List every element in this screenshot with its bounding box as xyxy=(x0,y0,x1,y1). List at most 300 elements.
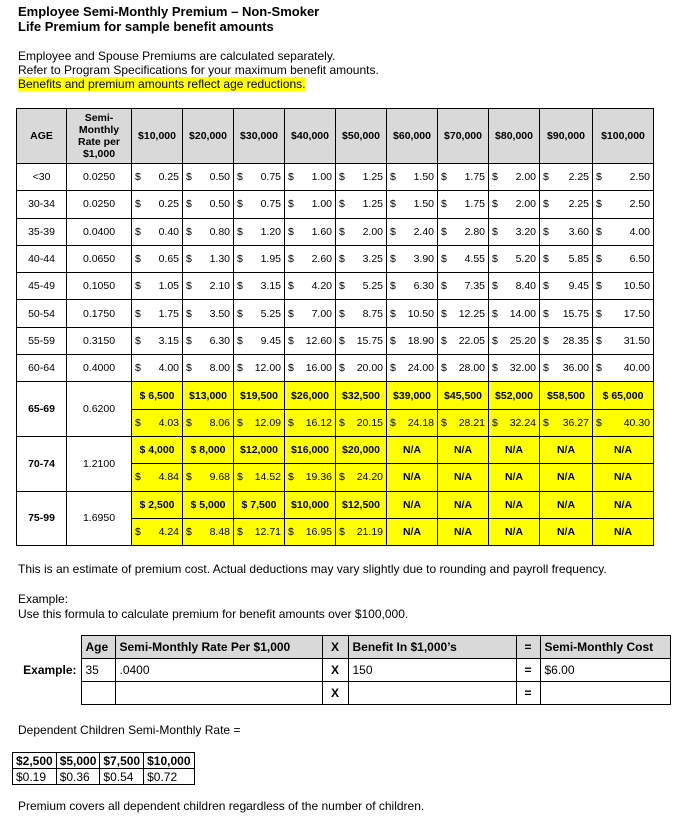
rate-cell: 0.0250 xyxy=(67,164,132,191)
age-cell: 50-54 xyxy=(17,300,67,327)
benefit-cell: N/A xyxy=(489,491,540,518)
dollar-sign: $ xyxy=(596,225,602,238)
premium-table xyxy=(16,108,654,546)
premium-amount: 2.80 xyxy=(464,225,485,238)
benefit-cell: $45,500 xyxy=(438,382,489,409)
formula-equals-header: = xyxy=(516,636,540,659)
benefit-cell: $58,500 xyxy=(540,382,593,409)
dollar-sign: $ xyxy=(543,198,549,211)
premium-cell xyxy=(540,164,593,191)
document-title xyxy=(18,4,319,34)
rate-cell: 0.1050 xyxy=(67,273,132,300)
column-header: $100,000 xyxy=(593,109,654,164)
premium-cell xyxy=(387,273,438,300)
dollar-sign: $ xyxy=(237,171,243,184)
rate-cell: 0.6200 xyxy=(67,382,132,437)
premium-amount: 8.75 xyxy=(362,307,383,320)
benefit-cell: $16,000 xyxy=(285,436,336,463)
premium-cell xyxy=(183,218,234,245)
premium-cell xyxy=(438,273,489,300)
premium-cell xyxy=(336,327,387,354)
premium-cell xyxy=(132,300,183,327)
dollar-sign: $ xyxy=(339,307,345,320)
premium-cell xyxy=(183,518,234,545)
formula-blank-benefit xyxy=(348,682,516,705)
dollar-sign: $ xyxy=(135,526,141,538)
premium-amount: 17.50 xyxy=(623,307,650,320)
dollar-sign: $ xyxy=(596,307,602,320)
dollar-sign: $ xyxy=(135,225,141,238)
dollar-sign: $ xyxy=(339,225,345,238)
premium-cell xyxy=(132,191,183,218)
dollar-sign: $ xyxy=(339,471,345,484)
premium-cell xyxy=(336,355,387,382)
premium-amount: 2.00 xyxy=(515,198,536,211)
dollar-sign: $ xyxy=(237,471,243,484)
premium-cell xyxy=(540,355,593,382)
dollar-sign: $ xyxy=(186,225,192,238)
dollar-sign: $ xyxy=(237,334,243,347)
premium-cell xyxy=(285,218,336,245)
premium-amount: 2.60 xyxy=(311,253,332,266)
age-cell: 30-34 xyxy=(17,191,67,218)
premium-amount: 16.00 xyxy=(305,362,332,375)
dollar-sign: $ xyxy=(237,225,243,238)
premium-amount: 21.19 xyxy=(356,526,383,538)
premium-cell xyxy=(540,273,593,300)
rate-cell: 0.3150 xyxy=(67,327,132,354)
premium-amount: 2.10 xyxy=(209,280,230,293)
premium-amount: 12.09 xyxy=(254,416,281,429)
benefit-cell: $13,000 xyxy=(183,382,234,409)
premium-amount: 0.25 xyxy=(158,171,179,184)
premium-cell xyxy=(285,464,336,491)
premium-amount: 2.25 xyxy=(568,198,589,211)
premium-cell: N/A xyxy=(593,518,654,545)
premium-cell xyxy=(593,327,654,354)
premium-cell xyxy=(540,191,593,218)
age-cell: 40-44 xyxy=(17,245,67,272)
dollar-sign: $ xyxy=(237,362,243,375)
dollar-sign: $ xyxy=(441,198,447,211)
dependent-benefit-row xyxy=(13,753,195,769)
dollar-sign: $ xyxy=(237,253,243,266)
premium-amount: 1.20 xyxy=(260,225,281,238)
premium-cell xyxy=(336,409,387,436)
premium-amount: 6.30 xyxy=(413,280,434,293)
table-row xyxy=(17,300,654,327)
column-header: $40,000 xyxy=(285,109,336,164)
premium-cell xyxy=(234,327,285,354)
premium-cell xyxy=(489,300,540,327)
dollar-sign: $ xyxy=(288,307,294,320)
premium-amount: 4.03 xyxy=(158,416,179,429)
premium-cell: N/A xyxy=(489,518,540,545)
premium-cell xyxy=(234,518,285,545)
premium-amount: 15.75 xyxy=(356,334,383,347)
premium-cell xyxy=(593,409,654,436)
premium-cell xyxy=(285,355,336,382)
benefit-cell: N/A xyxy=(593,491,654,518)
dollar-sign: $ xyxy=(186,471,192,484)
age-cell: 70-74 xyxy=(17,436,67,491)
example-text: Use this formula to calculate premium for benefit amounts over $100,000. xyxy=(18,607,409,621)
dollar-sign: $ xyxy=(390,334,396,347)
premium-cell xyxy=(336,245,387,272)
premium-amount: 0.50 xyxy=(209,171,230,184)
premium-amount: 18.90 xyxy=(407,334,434,347)
column-header: AGE xyxy=(17,109,67,164)
premium-amount: 25.20 xyxy=(509,334,536,347)
dollar-sign: $ xyxy=(288,280,294,293)
formula-table xyxy=(18,635,671,705)
premium-cell xyxy=(285,300,336,327)
benefit-cell: $39,000 xyxy=(387,382,438,409)
age-cell: 45-49 xyxy=(17,273,67,300)
benefit-cell: $ 8,000 xyxy=(183,436,234,463)
premium-cell xyxy=(183,300,234,327)
intro-line-1: Employee and Spouse Premiums are calculated separately. xyxy=(18,49,336,63)
premium-amount: 19.36 xyxy=(305,471,332,484)
column-header: $70,000 xyxy=(438,109,489,164)
formula-equals-sign: = xyxy=(516,659,540,682)
benefit-cell: N/A xyxy=(593,436,654,463)
premium-amount: 4.20 xyxy=(311,280,332,293)
premium-amount: 9.45 xyxy=(260,334,281,347)
premium-cell: N/A xyxy=(387,464,438,491)
dollar-sign: $ xyxy=(339,198,345,211)
premium-cell xyxy=(234,164,285,191)
premium-cell xyxy=(387,191,438,218)
title-line-2: Life Premium for sample benefit amounts xyxy=(18,19,274,34)
premium-cell xyxy=(438,327,489,354)
premium-cell xyxy=(489,409,540,436)
dollar-sign: $ xyxy=(186,253,192,266)
premium-cell xyxy=(438,409,489,436)
premium-cell: N/A xyxy=(540,518,593,545)
dollar-sign: $ xyxy=(543,307,549,320)
benefit-cell: N/A xyxy=(540,436,593,463)
dollar-sign: $ xyxy=(390,362,396,375)
intro-highlight: Benefits and premium amounts reflect age reductions. xyxy=(18,77,306,91)
reduced-benefit-row xyxy=(17,382,654,409)
premium-cell xyxy=(183,273,234,300)
premium-amount: 15.75 xyxy=(562,307,589,320)
premium-cell xyxy=(183,327,234,354)
dollar-sign: $ xyxy=(596,280,602,293)
formula-blank-row xyxy=(18,682,670,705)
premium-cell xyxy=(540,409,593,436)
premium-cell xyxy=(438,245,489,272)
formula-blank-equals: = xyxy=(516,682,540,705)
premium-amount: 2.00 xyxy=(362,225,383,238)
formula-multiply-sign: X xyxy=(322,659,348,682)
premium-amount: 3.15 xyxy=(158,334,179,347)
premium-amount: 7.35 xyxy=(464,280,485,293)
dollar-sign: $ xyxy=(288,225,294,238)
dollar-sign: $ xyxy=(596,253,602,266)
premium-cell xyxy=(438,164,489,191)
premium-cell xyxy=(183,191,234,218)
age-cell: 65-69 xyxy=(17,382,67,437)
formula-multiply-header: X xyxy=(322,636,348,659)
dollar-sign: $ xyxy=(135,171,141,184)
dollar-sign: $ xyxy=(543,253,549,266)
premium-cell xyxy=(336,218,387,245)
premium-cell xyxy=(438,300,489,327)
premium-amount: 5.85 xyxy=(568,253,589,266)
premium-cell xyxy=(540,327,593,354)
benefit-cell: $10,000 xyxy=(285,491,336,518)
premium-cell xyxy=(132,518,183,545)
premium-cell xyxy=(387,164,438,191)
premium-amount: 0.75 xyxy=(260,198,281,211)
premium-cell xyxy=(234,464,285,491)
dollar-sign: $ xyxy=(543,416,549,429)
premium-cell xyxy=(387,300,438,327)
dollar-sign: $ xyxy=(288,416,294,429)
premium-cell xyxy=(438,355,489,382)
dependent-rate-cell: $0.54 xyxy=(100,769,144,785)
premium-cell: N/A xyxy=(438,518,489,545)
dollar-sign: $ xyxy=(186,334,192,347)
dependent-benefit-cell: $7,500 xyxy=(100,753,144,769)
rate-cell: 0.0650 xyxy=(67,245,132,272)
premium-cell xyxy=(183,464,234,491)
premium-cell xyxy=(489,327,540,354)
dependent-benefit-cell: $5,000 xyxy=(56,753,100,769)
dollar-sign: $ xyxy=(339,416,345,429)
dollar-sign: $ xyxy=(596,362,602,375)
table-row xyxy=(17,191,654,218)
table-row xyxy=(17,245,654,272)
premium-amount: 2.00 xyxy=(515,171,536,184)
premium-amount: 0.40 xyxy=(158,225,179,238)
benefit-cell: $ 4,000 xyxy=(132,436,183,463)
premium-cell xyxy=(336,191,387,218)
premium-amount: 6.50 xyxy=(629,253,650,266)
premium-amount: 12.71 xyxy=(254,526,281,538)
premium-amount: 16.12 xyxy=(305,416,332,429)
dollar-sign: $ xyxy=(492,198,498,211)
table-row xyxy=(17,327,654,354)
premium-amount: 1.95 xyxy=(260,253,281,266)
dollar-sign: $ xyxy=(237,198,243,211)
dollar-sign: $ xyxy=(339,280,345,293)
premium-cell xyxy=(183,164,234,191)
dependent-benefit-cell: $10,000 xyxy=(144,753,194,769)
benefit-cell: $ 7,500 xyxy=(234,491,285,518)
premium-amount: 40.00 xyxy=(623,362,650,375)
premium-amount: 31.50 xyxy=(623,334,650,347)
premium-amount: 1.75 xyxy=(464,171,485,184)
premium-amount: 0.50 xyxy=(209,198,230,211)
premium-amount: 1.00 xyxy=(311,198,332,211)
premium-cell xyxy=(183,355,234,382)
premium-amount: 4.00 xyxy=(629,225,650,238)
dollar-sign: $ xyxy=(492,253,498,266)
premium-amount: 3.15 xyxy=(260,280,281,293)
premium-cell xyxy=(540,218,593,245)
dollar-sign: $ xyxy=(339,362,345,375)
premium-amount: 20.00 xyxy=(356,362,383,375)
premium-amount: 4.24 xyxy=(158,526,179,538)
premium-cell xyxy=(234,300,285,327)
premium-cell xyxy=(234,409,285,436)
premium-cell: N/A xyxy=(540,464,593,491)
premium-amount: 3.50 xyxy=(209,307,230,320)
benefit-cell: N/A xyxy=(438,491,489,518)
example-heading: Example: xyxy=(18,592,69,606)
benefit-cell: $ 2,500 xyxy=(132,491,183,518)
premium-amount: 1.25 xyxy=(362,171,383,184)
premium-amount: 4.00 xyxy=(158,362,179,375)
dependent-rate-cell: $0.36 xyxy=(56,769,100,785)
premium-amount: 8.06 xyxy=(209,416,230,429)
premium-amount: 28.00 xyxy=(458,362,485,375)
premium-cell xyxy=(285,518,336,545)
intro-text xyxy=(18,49,379,91)
column-header: $90,000 xyxy=(540,109,593,164)
premium-cell xyxy=(132,164,183,191)
dollar-sign: $ xyxy=(390,280,396,293)
formula-age-header: Age xyxy=(81,636,115,659)
premium-cell: N/A xyxy=(387,518,438,545)
dollar-sign: $ xyxy=(135,416,141,429)
dollar-sign: $ xyxy=(390,198,396,211)
rate-cell: 0.1750 xyxy=(67,300,132,327)
premium-cell xyxy=(593,245,654,272)
premium-amount: 4.55 xyxy=(464,253,485,266)
dollar-sign: $ xyxy=(492,307,498,320)
dollar-sign: $ xyxy=(135,307,141,320)
dollar-sign: $ xyxy=(596,416,602,429)
premium-amount: 8.00 xyxy=(209,362,230,375)
benefit-cell: $12,000 xyxy=(234,436,285,463)
premium-amount: 10.50 xyxy=(407,307,434,320)
premium-cell xyxy=(132,409,183,436)
dollar-sign: $ xyxy=(543,171,549,184)
premium-amount: 14.52 xyxy=(254,471,281,484)
premium-cell xyxy=(387,218,438,245)
dollar-sign: $ xyxy=(339,526,345,538)
premium-cell xyxy=(593,273,654,300)
coverage-note: Premium covers all dependent children regardless of the number of children. xyxy=(18,799,425,813)
premium-cell xyxy=(132,464,183,491)
premium-amount: 3.20 xyxy=(515,225,536,238)
premium-cell xyxy=(489,164,540,191)
premium-amount: 12.60 xyxy=(305,334,332,347)
premium-cell xyxy=(336,464,387,491)
premium-amount: 36.00 xyxy=(562,362,589,375)
premium-amount: 8.48 xyxy=(209,526,230,538)
dollar-sign: $ xyxy=(288,171,294,184)
dollar-sign: $ xyxy=(237,526,243,538)
premium-amount: 2.50 xyxy=(629,198,650,211)
premium-amount: 2.25 xyxy=(568,171,589,184)
formula-example-label: Example: xyxy=(23,663,77,677)
premium-amount: 0.80 xyxy=(209,225,230,238)
premium-cell xyxy=(234,218,285,245)
premium-cell xyxy=(593,191,654,218)
column-header: $50,000 xyxy=(336,109,387,164)
premium-amount: 16.95 xyxy=(305,526,332,538)
dollar-sign: $ xyxy=(390,253,396,266)
premium-cell xyxy=(132,245,183,272)
dollar-sign: $ xyxy=(237,280,243,293)
dollar-sign: $ xyxy=(543,225,549,238)
formula-cost-value: $6.00 xyxy=(540,659,670,682)
premium-amount: 40.30 xyxy=(623,416,650,429)
column-header: $80,000 xyxy=(489,109,540,164)
dollar-sign: $ xyxy=(441,416,447,429)
dollar-sign: $ xyxy=(492,416,498,429)
premium-cell xyxy=(285,191,336,218)
formula-rate-header: Semi-Monthly Rate Per $1,000 xyxy=(115,636,322,659)
premium-cell xyxy=(183,245,234,272)
formula-blank-age xyxy=(81,682,115,705)
premium-cell xyxy=(132,218,183,245)
premium-cell xyxy=(234,355,285,382)
benefit-cell: $ 5,000 xyxy=(183,491,234,518)
premium-amount: 14.00 xyxy=(509,307,536,320)
benefit-cell: $ 65,000 xyxy=(593,382,654,409)
premium-amount: 3.60 xyxy=(568,225,589,238)
dollar-sign: $ xyxy=(186,171,192,184)
premium-amount: 28.35 xyxy=(562,334,589,347)
dollar-sign: $ xyxy=(288,362,294,375)
column-header: $20,000 xyxy=(183,109,234,164)
dollar-sign: $ xyxy=(492,280,498,293)
dollar-sign: $ xyxy=(390,225,396,238)
dependent-rate-row xyxy=(13,769,195,785)
premium-cell xyxy=(285,273,336,300)
premium-cell xyxy=(540,300,593,327)
premium-amount: 36.27 xyxy=(562,416,589,429)
premium-amount: 0.65 xyxy=(158,253,179,266)
premium-cell xyxy=(489,355,540,382)
formula-blank-multiply: X xyxy=(322,682,348,705)
dollar-sign: $ xyxy=(339,253,345,266)
premium-amount: 12.00 xyxy=(254,362,281,375)
dollar-sign: $ xyxy=(390,171,396,184)
dependent-label: Dependent Children Semi-Monthly Rate = xyxy=(18,723,241,737)
premium-amount: 0.75 xyxy=(260,171,281,184)
premium-cell: N/A xyxy=(438,464,489,491)
dollar-sign: $ xyxy=(492,225,498,238)
benefit-cell: N/A xyxy=(489,436,540,463)
dollar-sign: $ xyxy=(288,198,294,211)
dollar-sign: $ xyxy=(288,526,294,538)
dependent-rate-table xyxy=(12,752,195,785)
premium-amount: 24.20 xyxy=(356,471,383,484)
dependent-benefit-cell: $2,500 xyxy=(13,753,57,769)
premium-cell xyxy=(336,300,387,327)
formula-benefit-value: 150 xyxy=(348,659,516,682)
premium-amount: 1.00 xyxy=(311,171,332,184)
dollar-sign: $ xyxy=(492,171,498,184)
premium-cell xyxy=(489,218,540,245)
dollar-sign: $ xyxy=(441,171,447,184)
premium-cell xyxy=(132,355,183,382)
benefit-cell: N/A xyxy=(438,436,489,463)
premium-amount: 7.00 xyxy=(311,307,332,320)
dollar-sign: $ xyxy=(135,280,141,293)
dollar-sign: $ xyxy=(596,334,602,347)
rate-cell: 0.0250 xyxy=(67,191,132,218)
age-cell: 75-99 xyxy=(17,491,67,546)
formula-benefit-header: Benefit In $1,000’s xyxy=(348,636,516,659)
